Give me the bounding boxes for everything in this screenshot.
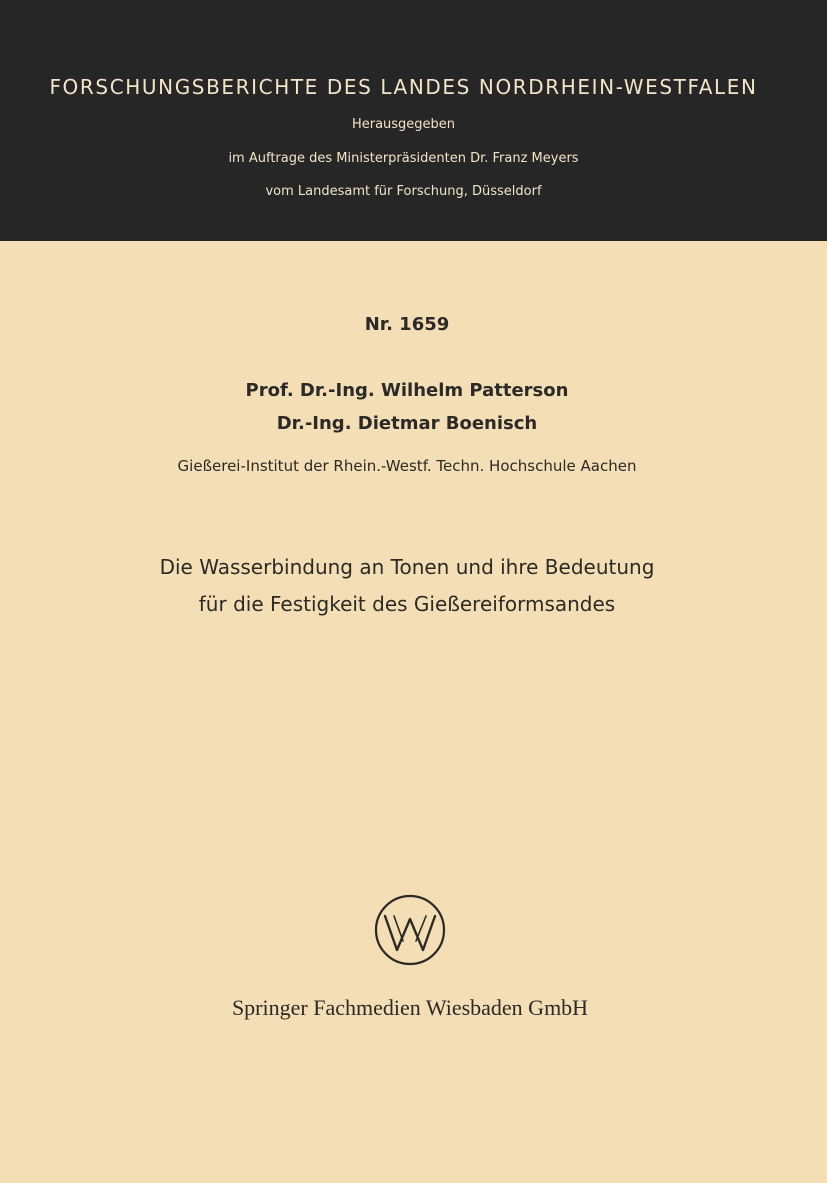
publisher-name: Springer Fachmedien Wiesbaden GmbH: [231, 995, 589, 1020]
office-line: vom Landesamt für Forschung, Düsseldorf: [265, 184, 542, 199]
series-title: FORSCHUNGSBERICHTE DES LANDES NORDRHEIN-WESTFALEN: [49, 75, 758, 99]
author-name: Dr.-Ing. Dietmar Boenisch: [276, 413, 538, 434]
author-name: Prof. Dr.-Ing. Wilhelm Patterson: [245, 380, 569, 401]
commission-line: im Auftrage des Ministerpräsidenten Dr. Franz Meyers: [228, 151, 579, 166]
report-number: Nr. 1659: [364, 314, 450, 335]
series-header-band: [0, 0, 827, 241]
springer-circle-logo-icon: [374, 894, 446, 966]
institute-line: Gießerei-Institut der Rhein.-Westf. Techn. Hochschule Aachen: [177, 457, 637, 475]
book-title-line: Die Wasserbindung an Tonen und ihre Bedeutung: [159, 555, 655, 579]
book-title-line: für die Festigkeit des Gießereiformsandes: [198, 592, 616, 616]
editor-line: Herausgegeben: [351, 117, 456, 132]
